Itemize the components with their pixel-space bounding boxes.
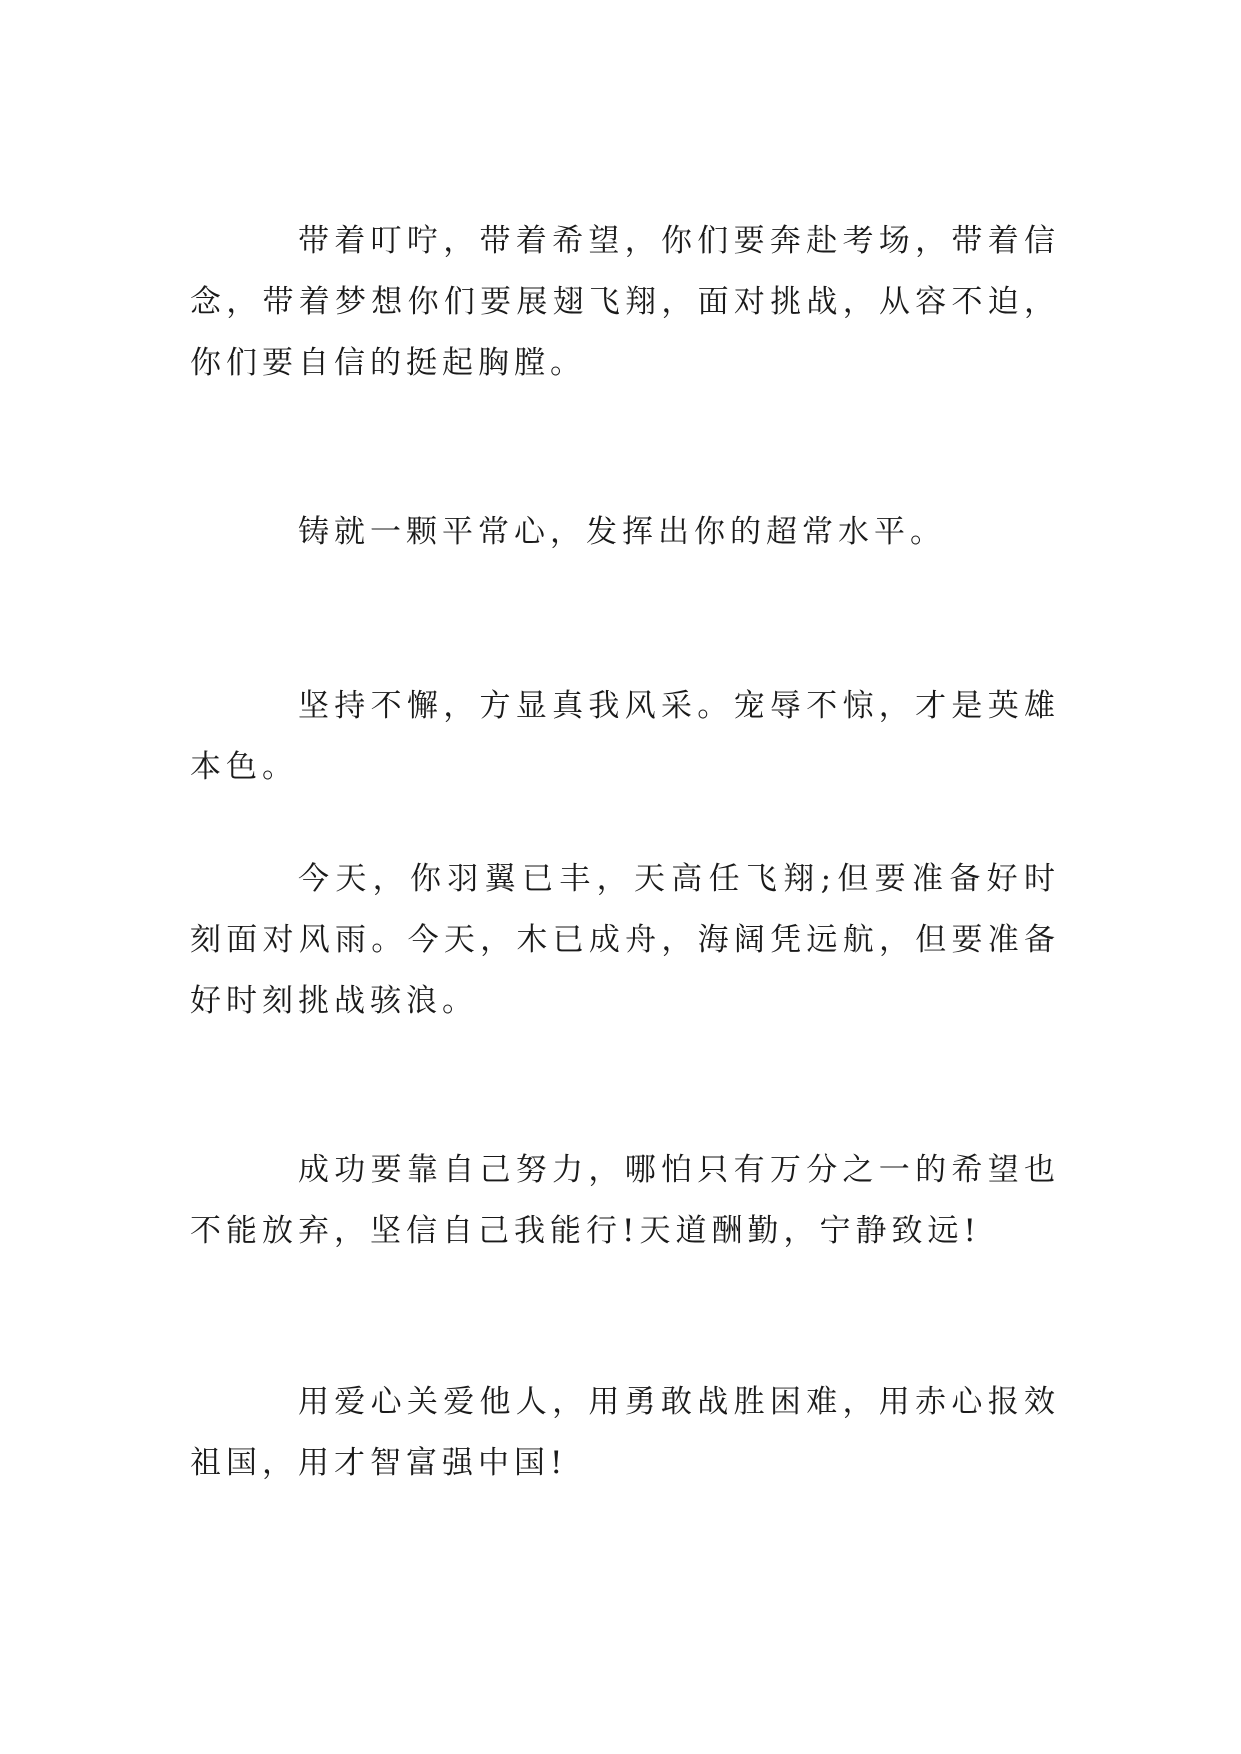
paragraph: 坚持不懈，方显真我风采。宠辱不惊，才是英雄本色。	[190, 688, 1060, 785]
paragraph: 用爱心关爱他人，用勇敢战胜困难，用赤心报效祖国，用才智富强中国!	[190, 1384, 1060, 1481]
paragraph: 带着叮咛，带着希望，你们要奔赴考场，带着信念，带着梦想你们要展翅飞翔，面对挑战，从容不迫，你们要自信的挺起胸膛。	[190, 223, 1060, 381]
paragraph: 成功要靠自己努力，哪怕只有万分之一的希望也不能放弃，坚信自己我能行!天道酬勤，宁静致远!	[190, 1152, 1060, 1249]
paragraph: 铸就一颗平常心，发挥出你的超常水平。	[298, 514, 946, 550]
paragraph: 今天，你羽翼已丰，天高任飞翔;但要准备好时刻面对风雨。今天，木已成舟，海阔凭远航，但要准备好时刻挑战骇浪。	[190, 861, 1060, 1019]
